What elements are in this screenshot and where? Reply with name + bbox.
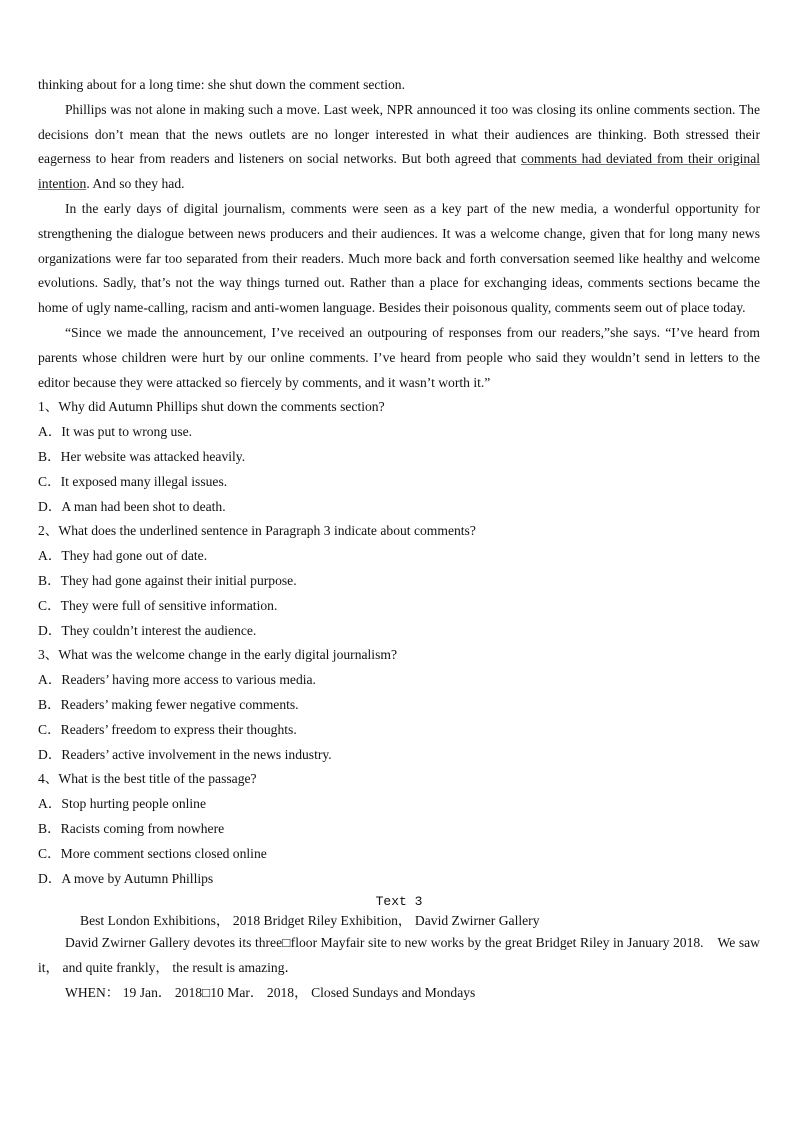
paragraph-text: Phillips was not alone in making such a move. Last week, NPR announced it too was closing its online comments section. The decisions don’t mean that the news outlets are no longer interested in what their audiences are thinking. Both stressed their eagerness to hear from readers and listeners on social networks. But both agreed that — [38, 101, 760, 167]
question-3 — [38, 643, 760, 767]
option: C．They were full of sensitive information. — [38, 597, 278, 613]
option: D．They couldn’t interest the audience. — [38, 622, 257, 638]
option: B．Readers’ making fewer negative comments. — [38, 696, 299, 712]
paragraph — [38, 98, 760, 197]
question-1 — [38, 395, 760, 519]
option: C．It exposed many illegal issues. — [38, 473, 228, 489]
section-subtitle: Best London Exhibitions， 2018 Bridget Riley Exhibition， David Zwirner Gallery — [80, 913, 540, 929]
paragraph: David Zwirner Gallery devotes its three□floor Mayfair site to new works by the great Bridget Riley in January 2018. We saw it， and quite frankly， the result is amazing． — [38, 935, 760, 976]
option: B．They had gone against their initial purpose. — [38, 572, 297, 588]
option: A．It was put to wrong use. — [38, 424, 193, 440]
option: D．Readers’ active involvement in the news industry. — [38, 746, 332, 762]
when-line: WHEN： 19 Jan． 2018□10 Mar． 2018， Closed Sundays and Mondays — [65, 984, 476, 1000]
option: B．Racists coming from nowhere — [38, 820, 225, 836]
question-text: 3、What was the welcome change in the early digital journalism? — [38, 647, 397, 663]
option: C．Readers’ freedom to express their thoughts. — [38, 721, 297, 737]
question-4 — [38, 767, 760, 891]
option: A．Stop hurting people online — [38, 796, 207, 812]
option: A．Readers’ having more access to various media. — [38, 672, 316, 688]
underlined-sentence: comments had deviated from their original intention — [38, 151, 761, 192]
question-2 — [38, 519, 760, 643]
option: B．Her website was attacked heavily. — [38, 448, 246, 464]
option: C．More comment sections closed online — [38, 845, 267, 861]
paragraph: In the early days of digital journalism, comments were seen as a key part of the new media, a wonderful opportunity for strengthening the dialogue between news producers and their audiences. It was a welcome change, given that for long many news organizations were far too separated from their readers. Much more back and forth conversation seemed like healthy and welcome evolutions. Sadly, that’s not the way things turned out. Rather than a place for exchanging ideas, comments sections became the home of ugly name-calling, racism and anti-women language. Besides their poisonous quality, comments seem out of place today. — [38, 200, 760, 316]
question-text: 2、What does the underlined sentence in Paragraph 3 indicate about comments? — [38, 523, 476, 539]
paragraph-text: . And so they had. — [86, 176, 185, 192]
option: D．A move by Autumn Phillips — [38, 870, 214, 886]
option: D．A man had been shot to death. — [38, 498, 226, 514]
paragraph: “Since we made the announcement, I’ve received an outpouring of responses from our readers,”she says. “I’ve heard from parents whose children were hurt by our online comments. I’ve heard from people who said they wouldn’t send in letters to the editor because they were attacked so fiercely by comments, and it wasn’t worth it.” — [38, 324, 760, 390]
document-body — [38, 73, 760, 1006]
paragraph: thinking about for a long time: she shut down the comment section. — [38, 77, 405, 92]
option: A．They had gone out of date. — [38, 548, 208, 564]
section-heading: Text 3 — [375, 894, 423, 910]
question-text: 1、Why did Autumn Phillips shut down the comments section? — [38, 399, 385, 415]
question-text: 4、What is the best title of the passage? — [38, 771, 257, 787]
